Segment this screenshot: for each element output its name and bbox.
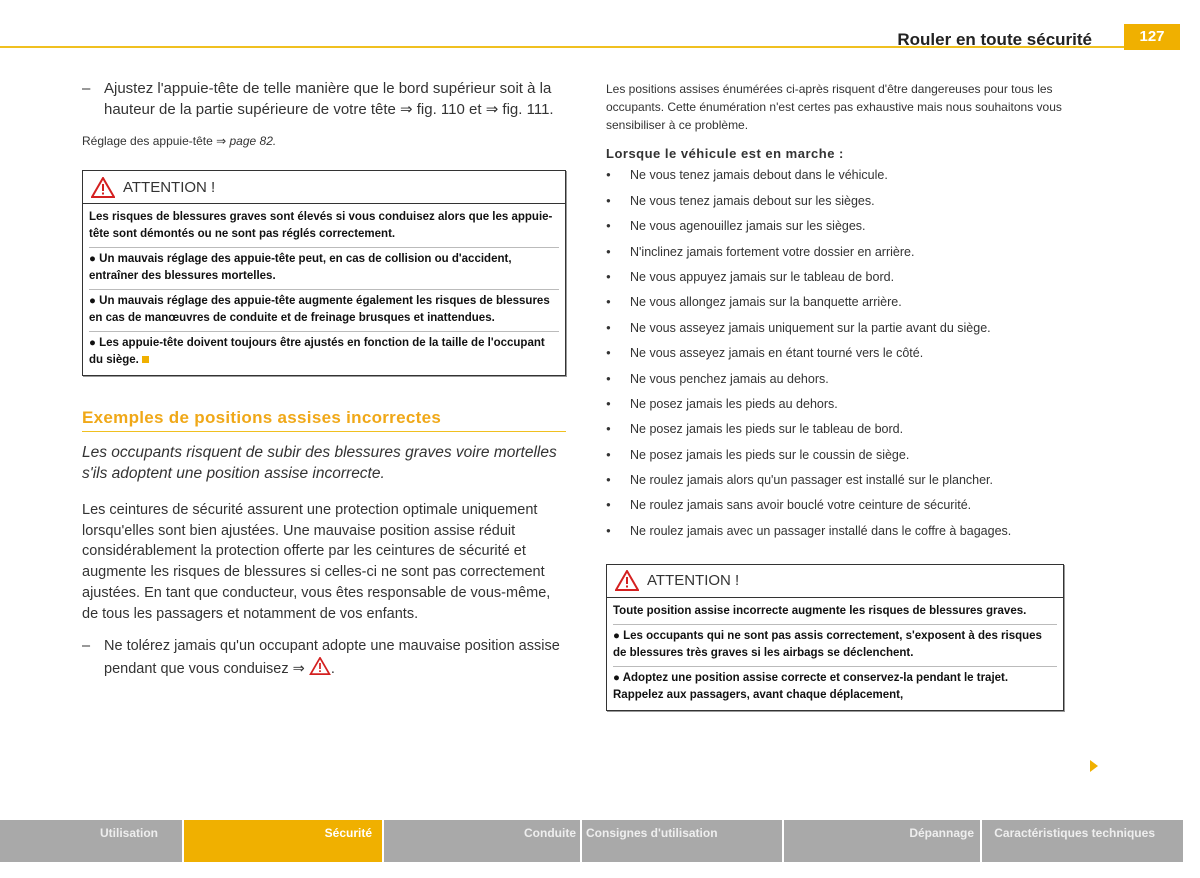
left-column [82, 78, 566, 680]
bullet-dot [606, 192, 630, 212]
bullet-text: Ne posez jamais les pieds sur le coussin de siège. [630, 447, 910, 462]
bullet-text: Ne posez jamais les pieds au dehors. [630, 396, 838, 411]
bullet-dot [606, 217, 630, 237]
warning-triangle-icon [91, 177, 115, 198]
bullet-item [606, 446, 1092, 466]
bullet-dot [606, 522, 630, 542]
page-reference: Réglage des appuie-tête ⇒ page 82. [82, 134, 277, 148]
bullet-text: Ne vous allongez jamais sur la banquette arrière. [630, 295, 902, 310]
instruction-text: Ajustez l'appuie-tête de telle manière que le bord supérieur soit à la hauteur de la partie supérieure de votre tête ⇒ fig. 110 et ⇒ fig. 111. [104, 80, 554, 118]
tab-utilisation[interactable]: Utilisation [0, 820, 182, 862]
bullet-dot [606, 395, 630, 415]
warning-title: ATTENTION ! [647, 572, 740, 590]
bullet-dot [606, 344, 630, 364]
bullet-item [606, 268, 1092, 288]
subheading: Lorsque le véhicule est en marche : [606, 146, 844, 161]
bullet-text: Ne vous tenez jamais debout dans le véhicule. [630, 168, 888, 183]
bullet-text: Ne roulez jamais avec un passager installé dans le coffre à bagages. [630, 523, 1012, 538]
warning-line: ● Adoptez une position assise correcte et conservez-la pendant le trajet. Rappelez aux passagers, avant chaque déplacement, [613, 671, 1009, 701]
bullet-item [606, 496, 1092, 516]
bullet-dot [606, 319, 630, 339]
chapter-tabs [0, 820, 1183, 862]
warning-line: ● Les occupants qui ne sont pas assis correctement, s'exposent à des risques de blessures très graves si les airbags se déclenchent. [613, 625, 1057, 667]
warning-line: ● Les appuie-tête doivent toujours être ajustés en fonction de la taille de l'occupant du siège. [89, 337, 545, 366]
bullet-dot [606, 370, 630, 390]
warning-triangle-icon [309, 657, 331, 675]
bullet-item [606, 319, 1092, 339]
bullet-text: Ne roulez jamais alors qu'un passager est installé sur le plancher. [630, 473, 993, 488]
bullet-item [606, 217, 1092, 237]
warning-line: Les risques de blessures graves sont élevés si vous conduisez alors que les appuie-tête sont démontés ou ne sont pas réglés correctement. [89, 206, 559, 248]
bullet-dot [606, 166, 630, 186]
warning-line: ● Un mauvais réglage des appuie-tête peut, en cas de collision ou d'accident, entraîner des blessures mortelles. [89, 248, 559, 290]
bullet-text: Ne vous asseyez jamais en étant tourné vers le côté. [630, 346, 924, 361]
section-title: Exemples de positions assises incorrectes [82, 408, 566, 432]
instruction-text: Ne tolérez jamais qu'un occupant adopte une mauvaise position assise pendant que vous conduisez ⇒ [104, 638, 560, 678]
tab-depannage[interactable]: Dépannage [784, 820, 980, 862]
continue-arrow-icon [1090, 760, 1098, 772]
right-column [606, 80, 1092, 711]
instruction-item: – Ne tolérez jamais qu'un occupant adopte une mauvaise position assise pendant que vous conduisez ⇒ . [82, 638, 560, 678]
bullet-dot [606, 471, 630, 491]
bullet-item [606, 522, 1092, 542]
warning-triangle-icon [615, 570, 639, 591]
bullet-dot [606, 446, 630, 466]
warning-line: ● Un mauvais réglage des appuie-tête augmente également les risques de blessures en cas de manœuvres de conduite et de freinage brusques et inattendues. [89, 290, 559, 332]
bullet-text: Ne posez jamais les pieds sur le tableau de bord. [630, 422, 904, 437]
tab-securite[interactable]: Sécurité [184, 820, 382, 862]
bullet-dot [606, 243, 630, 263]
bullet-item [606, 192, 1092, 212]
bullet-dot [606, 268, 630, 288]
warning-box [82, 170, 566, 376]
intro-paragraph: Les positions assises énumérées ci-après risquent d'être dangereuses pour tous les occupants. Cette énumération n'est certes pas exhaustive mais nous souhaitons vous sensibiliser à ce problème. [606, 82, 1062, 132]
bullet-item [606, 166, 1092, 186]
warning-box [606, 564, 1064, 711]
bullet-item [606, 293, 1092, 313]
bullet-text: Ne roulez jamais sans avoir bouclé votre ceinture de sécurité. [630, 498, 972, 513]
bullet-dot [606, 496, 630, 516]
warning-header [607, 565, 1063, 598]
body-paragraph: Les ceintures de sécurité assurent une protection optimale uniquement lorsqu'elles sont bien ajustées. Une mauvaise position assise réduit considérablement la protection offerte par les ceintures de sécurité et augmente les risques de blessures si celles-ci ne sont pas correctement ajustées. En tant que conducteur, vous êtes responsable de vous-même, de tous les passagers et notamment de vos enfants. [82, 502, 551, 622]
bullet-list [606, 166, 1092, 541]
bullet-item [606, 471, 1092, 491]
instruction-item: – Ajustez l'appuie-tête de telle manière que le bord supérieur soit à la hauteur de la partie supérieure de votre tête ⇒ fig. 110 et ⇒ fig. 111. [82, 78, 566, 120]
bullet-text: Ne vous appuyez jamais sur le tableau de bord. [630, 269, 895, 284]
bullet-text: Ne vous tenez jamais debout sur les sièges. [630, 193, 875, 208]
bullet-item [606, 420, 1092, 440]
warning-line: Toute position assise incorrecte augmente les risques de blessures graves. [613, 600, 1057, 625]
bullet-item [606, 395, 1092, 415]
lead-text: Les occupants risquent de subir des blessures graves voire mortelles s'ils adoptent une position assise incorrecte. [82, 444, 557, 482]
running-title: Rouler en toute sécurité [897, 30, 1092, 49]
bullet-text: Ne vous penchez jamais au dehors. [630, 371, 829, 386]
warning-title: ATTENTION ! [123, 178, 216, 196]
tab-consignes[interactable]: Consignes d'utilisation [582, 820, 782, 862]
page-number: 127 [1124, 24, 1180, 50]
bullet-item [606, 344, 1092, 364]
end-marker [142, 356, 149, 363]
bullet-dot [606, 293, 630, 313]
warning-header [83, 171, 565, 204]
bullet-item [606, 370, 1092, 390]
bullet-dot [606, 420, 630, 440]
bullet-text: Ne vous asseyez jamais uniquement sur la partie avant du siège. [630, 320, 991, 335]
tab-conduite[interactable]: Conduite [384, 820, 580, 862]
bullet-text: N'inclinez jamais fortement votre dossier en arrière. [630, 244, 915, 259]
bullet-item [606, 243, 1092, 263]
bullet-text: Ne vous agenouillez jamais sur les sièges. [630, 219, 866, 234]
page-link[interactable]: page 82. [229, 134, 277, 148]
tab-caracteristiques[interactable]: Caractéristiques techniques [982, 820, 1183, 862]
